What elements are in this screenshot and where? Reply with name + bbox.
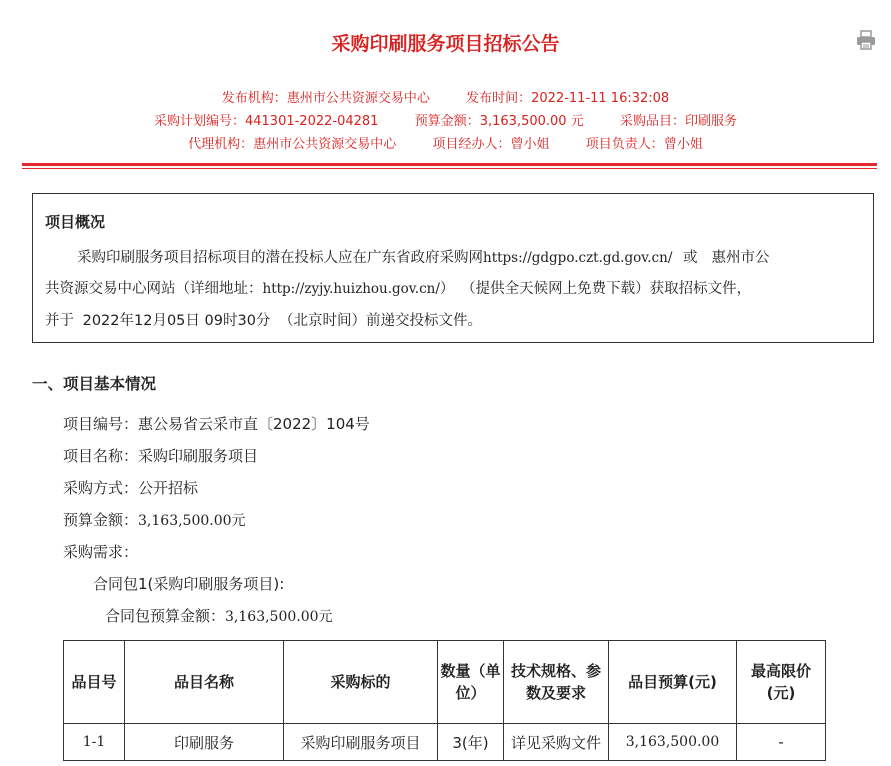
plan-no-label: 采购计划编号：: [153, 114, 245, 129]
gdgpo-link[interactable]: https://gdgpo.czt.gd.gov.cn/: [483, 250, 673, 266]
table-row: [64, 724, 826, 761]
col-header-item-no: 品目号: [64, 641, 125, 724]
overview-box: [32, 193, 874, 343]
overview-text-3b: （北京时间）前递交投标文件。: [279, 313, 483, 329]
col-header-specs: 技术规格、参数及要求: [504, 641, 609, 724]
items-table: [63, 640, 826, 761]
printer-icon[interactable]: [856, 30, 876, 50]
budget-line-label: 预算金额：: [63, 511, 139, 529]
procurement-method: 采购方式：公开招标: [63, 479, 199, 497]
cell-quantity: 3(年): [438, 724, 504, 761]
meta-row-1: [0, 87, 891, 106]
plan-no-value: 441301-2022-04281: [244, 114, 379, 129]
budget-label: 预算金额：: [414, 114, 480, 129]
col-header-target: 采购标的: [284, 641, 438, 724]
col-header-item-name: 品目名称: [125, 641, 284, 724]
divider-thin: [22, 168, 877, 169]
overview-close-paren: ）: [439, 281, 455, 297]
overview-text: 采购印刷服务项目招标项目的潜在投标人应在广东省政府采购网: [77, 250, 483, 266]
budget-value: 3,163,500.00 元: [479, 114, 584, 129]
publisher-label: 发布机构：: [221, 91, 287, 106]
package-title: 合同包1(采购印刷服务项目):: [93, 575, 285, 593]
cell-item-budget: 3,163,500.00: [609, 724, 737, 761]
zyjy-link[interactable]: http://zyjy.huizhou.gov.cn/: [262, 281, 440, 297]
col-header-max-price: 最高限价(元): [737, 641, 826, 724]
page-title: 采购印刷服务项目招标公告: [331, 33, 560, 55]
category-label: 采购品目：: [619, 114, 685, 129]
cell-specs: 详见采购文件: [504, 724, 609, 761]
project-name: 项目名称：采购印刷服务项目: [63, 447, 259, 465]
agency-label: 代理机构：: [188, 137, 254, 152]
cell-item-no: 1-1: [64, 724, 125, 761]
manager-label: 项目经办人：: [432, 137, 511, 152]
package-budget: [105, 605, 333, 626]
demand-label: 采购需求：: [63, 543, 139, 561]
col-header-quantity: 数量（单位）: [438, 641, 504, 724]
publish-time-label: 发布时间：: [466, 91, 532, 106]
category-value: 印刷服务: [685, 114, 738, 129]
manager-value: 曾小姐: [510, 137, 550, 152]
meta-row-2: [0, 110, 891, 129]
overview-download-note: （提供全天候网上免费下载）获取招标文件，: [468, 281, 752, 297]
publisher-value: 惠州市公共资源交易中心: [286, 91, 430, 106]
leader-label: 项目负责人：: [585, 137, 664, 152]
overview-tail: 惠州市公: [711, 250, 770, 266]
deadline-date: 2022年12月05日 09时30分: [82, 313, 271, 329]
divider-thick: [22, 163, 877, 166]
overview-line-2: [45, 277, 751, 298]
overview-or: 或: [682, 250, 698, 266]
budget-line-value: 3,163,500.00元: [138, 513, 246, 529]
col-header-item-budget: 品目预算(元): [609, 641, 737, 724]
publish-time-value: 2022-11-11 16:32:08: [531, 91, 670, 106]
package-budget-label: 合同包预算金额：: [105, 607, 226, 625]
table-header-row: [64, 641, 826, 724]
overview-text-2: 共资源交易中心网站（详细地址：: [45, 281, 263, 297]
cell-item-name: 印刷服务: [125, 724, 284, 761]
section-heading: 一、项目基本情况: [32, 375, 157, 393]
meta-row-3: [0, 133, 891, 152]
overview-text-3a: 并于: [45, 313, 74, 329]
cell-max-price: -: [737, 724, 826, 761]
leader-value: 曾小姐: [663, 137, 703, 152]
overview-line-1: [77, 246, 769, 267]
cell-target: 采购印刷服务项目: [284, 724, 438, 761]
overview-heading: 项目概况: [45, 213, 106, 231]
overview-line-3: [45, 309, 482, 330]
package-budget-value: 3,163,500.00元: [225, 609, 333, 625]
project-no: 项目编号：惠公易省云采市直〔2022〕104号: [63, 415, 370, 433]
agency-value: 惠州市公共资源交易中心: [253, 137, 397, 152]
budget-line: [63, 509, 246, 530]
